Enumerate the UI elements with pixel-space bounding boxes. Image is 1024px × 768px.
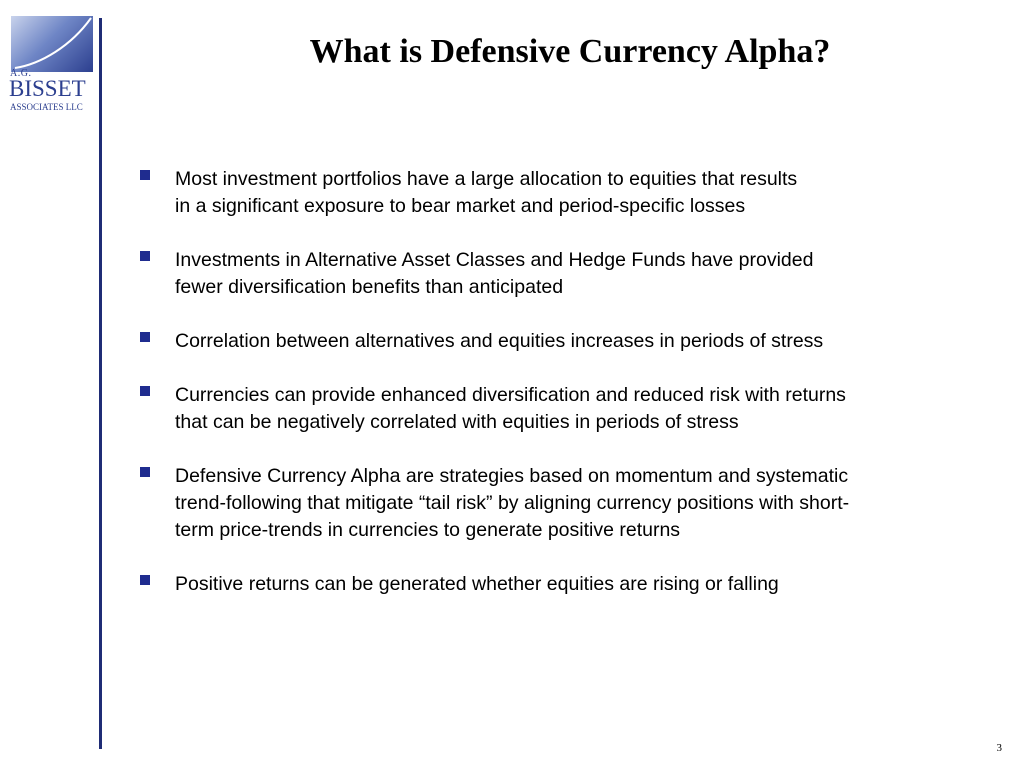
bullet-item: [140, 571, 990, 598]
bullet-item: [140, 247, 990, 301]
square-bullet-icon: [140, 467, 150, 477]
bullet-line: Most investment portfolios have a large allocation to equities that results: [175, 168, 798, 190]
bullet-item: [140, 382, 990, 436]
bullet-text: [175, 571, 990, 598]
bullet-item: [140, 463, 990, 544]
bullet-line: that can be negatively correlated with equities in periods of stress: [175, 411, 739, 433]
logo-name: BISSET: [9, 76, 86, 101]
company-logo: [6, 16, 98, 120]
square-bullet-icon: [140, 251, 150, 261]
bullet-line: Correlation between alternatives and equities increases in periods of stress: [175, 330, 824, 352]
bullet-line: trend-following that mitigate “tail risk” by aligning currency positions with short-: [175, 492, 850, 514]
bullet-line: Defensive Currency Alpha are strategies based on momentum and systematic: [175, 465, 849, 487]
bullet-text: [175, 463, 990, 544]
square-bullet-icon: [140, 170, 150, 180]
logo-emblem: [11, 16, 93, 72]
bullet-list: [140, 166, 990, 625]
bullet-line: fewer diversification benefits than anticipated: [175, 276, 564, 298]
bullet-text: [175, 247, 990, 301]
bullet-item: [140, 166, 990, 220]
square-bullet-icon: [140, 332, 150, 342]
logo-initials: A.G.: [10, 68, 32, 79]
vertical-divider: [99, 18, 102, 749]
bullet-text: [175, 382, 990, 436]
square-bullet-icon: [140, 386, 150, 396]
bullet-text: [175, 166, 990, 220]
logo-subtitle: ASSOCIATES LLC: [10, 102, 83, 112]
slide-title: What is Defensive Currency Alpha?: [309, 33, 831, 70]
bullet-item: [140, 328, 990, 355]
page-number: 3: [996, 742, 1002, 754]
bullet-line: Currencies can provide enhanced diversification and reduced risk with returns: [175, 384, 846, 406]
bullet-line: in a significant exposure to bear market and period-specific losses: [175, 195, 746, 217]
square-bullet-icon: [140, 575, 150, 585]
bullet-line: Investments in Alternative Asset Classes and Hedge Funds have provided: [175, 249, 814, 271]
bullet-line: term price-trends in currencies to generate positive returns: [175, 519, 681, 541]
bullet-text: [175, 328, 990, 355]
bullet-line: Positive returns can be generated whether equities are rising or falling: [175, 573, 779, 595]
